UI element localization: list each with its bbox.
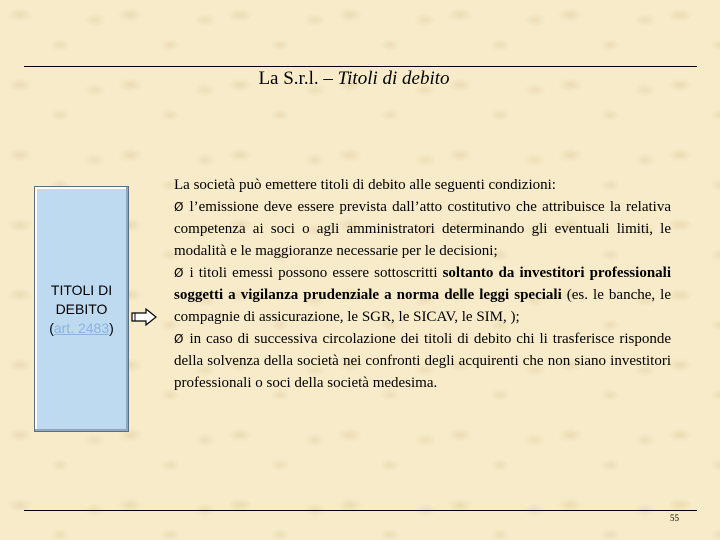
bullet-arrow-icon: Ø (174, 332, 184, 346)
bullet-arrow-icon: Ø (174, 266, 184, 280)
right-arrow-icon (131, 308, 157, 326)
box-line-1: TITOLI DI (50, 281, 113, 298)
bullet-item (174, 196, 671, 262)
bullet-text: l’emissione deve essere prevista dall’atto costitutivo che attribuisce la relativa competenza ai soci o agli amministratori determinando gli eventuali limiti, le modalità e le maggioranze necessarie per le decisioni; (174, 199, 671, 259)
titoli-di-debito-box (34, 186, 129, 432)
title-italic: Titoli di debito (337, 68, 450, 89)
bullet-text: in caso di successiva circolazione dei titoli di debito chi li trasferisce risponde della solvenza della società nei confronti degli acquirenti che non siano investitori professionali o soci della società medesima. (174, 331, 671, 391)
bottom-rule (24, 510, 697, 511)
ref-close-paren: ) (109, 319, 114, 336)
bullet-text-tail: (es. le banche, le compagnie di assicurazione, le SGR, le SICAV, le SIM, ); (174, 287, 671, 325)
intro-text: La società può emettere titoli di debito alle seguenti condizioni: (174, 177, 556, 193)
title-main: La S.r.l. – (258, 68, 338, 89)
bullet-arrow-icon: Ø (174, 200, 184, 214)
bullet-item (174, 328, 671, 394)
page-number: 55 (670, 513, 679, 523)
bullet-bold-text: soltanto da investitori professionali soggetti a vigilanza prudenziale a norma delle leggi speciali (174, 265, 671, 303)
content-body (174, 174, 671, 394)
box-reference (49, 319, 114, 338)
slide-title (0, 66, 720, 92)
box-line-2: DEBITO (55, 300, 108, 317)
bullet-item (174, 262, 671, 328)
article-link[interactable]: art. 2483 (53, 319, 110, 336)
bullet-text: i titoli emessi possono essere sottoscritti (189, 265, 443, 281)
ref-open-paren: ( (49, 319, 54, 336)
